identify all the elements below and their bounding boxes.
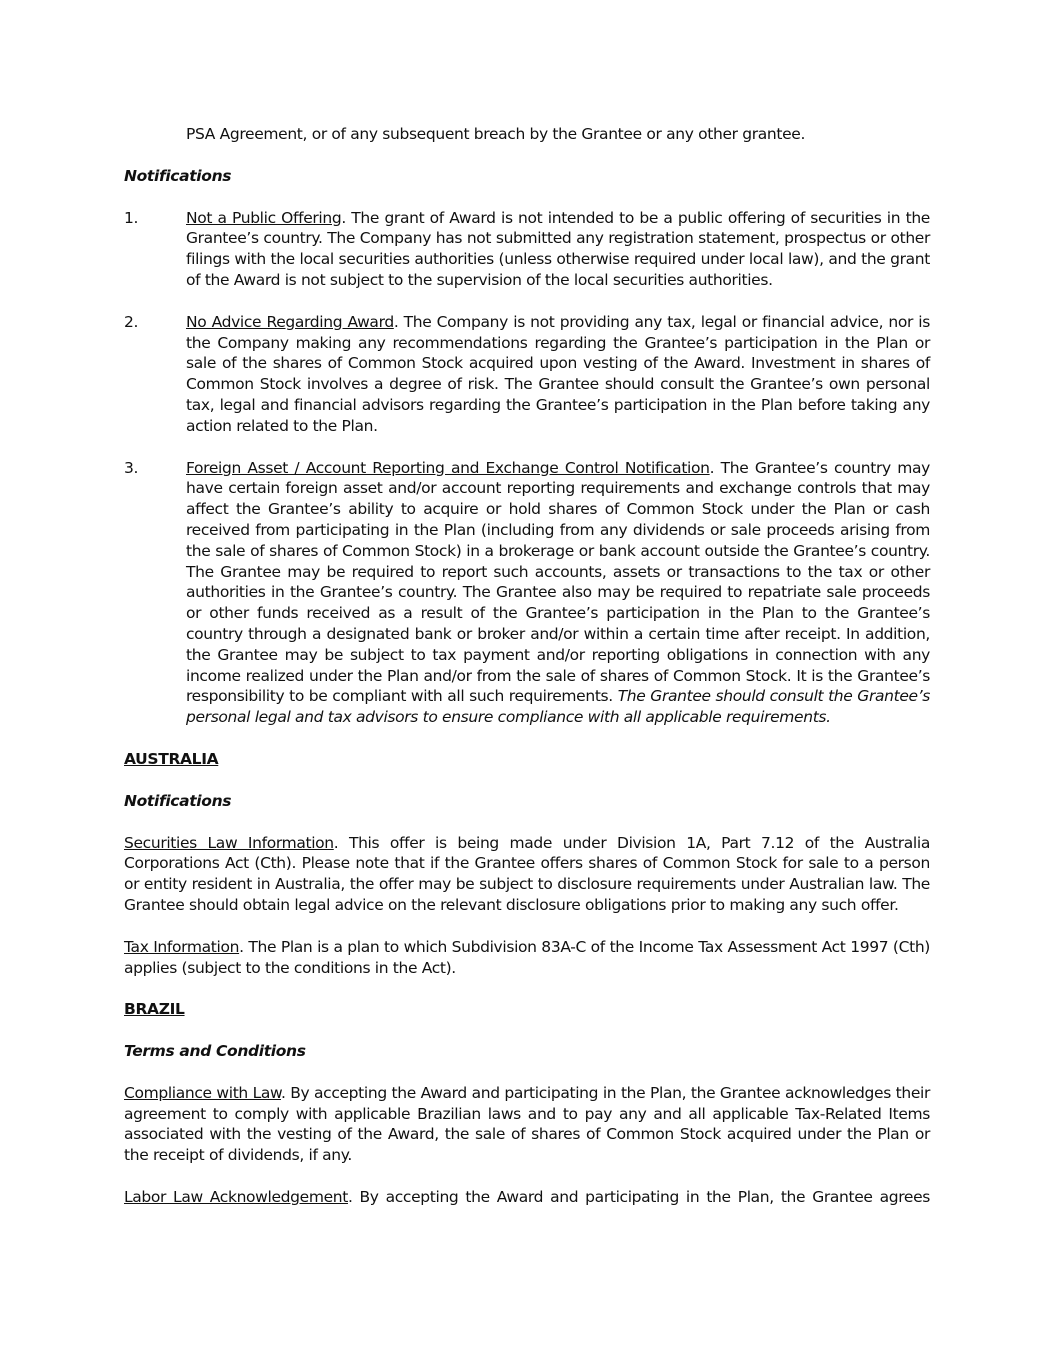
item-italic-text: The Grantee should consult the Grantee’s personal legal and tax advisors to ensure compliance with all applicable requirements. — [186, 687, 930, 727]
notification-item-1 — [124, 208, 930, 291]
brazil-labor-paragraph — [124, 1187, 930, 1208]
securities-title: Securities Law Information — [124, 833, 334, 852]
item-number: 2. — [124, 312, 139, 331]
item-text: . The grant of Award is not intended to be a public offering of securities in the Grantee’s country. The Company has not submitted any registration statement, prospectus or other filings with the local securities authorities (unless otherwise required under local law), and the grant of the Award is not subject to the supervision of the local securities authorities. — [186, 208, 930, 289]
australia-tax-paragraph — [124, 937, 930, 979]
continuation-paragraph: PSA Agreement, or of any subsequent breach by the Grantee or any other grantee. — [186, 125, 806, 143]
item-text: . The Grantee’s country may have certain foreign asset and/or account reporting requirements and exchange controls that may affect the Grantee’s ability to acquire or hold shares of Common Stock under the Plan or cash received from participating in the Plan (including from any dividends or sale proceeds arising from the sale of shares of Common Stock) in a brokerage or bank account outside the Grantee’s country. The Grantee may be required to report such accounts, assets or transactions to the tax or other authorities in the Grantee’s country. The Grantee also may be required to repatriate sale proceeds or other funds received as a result of the Grantee’s participation in the Plan to the Grantee’s country through a designated bank or broker and/or within a certain time after receipt. In addition, the Grantee may be subject to tax payment and/or reporting obligations in connection with any income realized under the Plan and/or from the sale of shares of Common Stock. It is the Grantee’s responsibility to be compliant with all such requirements. — [186, 458, 930, 706]
notifications-heading: Notifications — [124, 166, 232, 185]
notification-item-3 — [124, 458, 930, 728]
item-body — [186, 458, 930, 728]
brazil-terms-heading: Terms and Conditions — [124, 1042, 306, 1061]
compliance-text: . By accepting the Award and participating in the Plan, the Grantee acknowledges their agreement to comply with applicable Brazilian laws and to pay any and all applicable Tax-Related Items associated with the vesting of the Award, the sale of shares of Common Stock acquired under the Plan or the receipt of dividends, if any. — [124, 1083, 930, 1165]
labor-title: Labor Law Acknowledgement — [124, 1188, 348, 1207]
item-title: No Advice Regarding Award — [186, 312, 394, 331]
australia-securities-paragraph — [124, 833, 930, 916]
compliance-title: Compliance with Law — [124, 1083, 281, 1102]
country-heading-brazil: BRAZIL — [124, 1000, 185, 1019]
item-title: Not a Public Offering — [186, 208, 342, 227]
item-body — [186, 208, 930, 291]
brazil-compliance-paragraph — [124, 1083, 930, 1166]
item-number: 1. — [124, 208, 139, 227]
item-text: . The Company is not providing any tax, legal or financial advice, nor is the Company making any recommendations regarding the Grantee’s participation in the Plan or sale of the shares of Common Stock acquired upon vesting of the Award. Investment in shares of Common Stock involves a degree of risk. The Grantee should consult the Grantee’s own personal tax, legal and financial advisors regarding the Grantee’s participation in the Plan before taking any action related to the Plan. — [186, 312, 930, 435]
tax-text: . The Plan is a plan to which Subdivision 83A-C of the Income Tax Assessment Act 1997 (Cth) applies (subject to the conditions in the Act). — [124, 937, 930, 977]
labor-text: . By accepting the Award and participating in the Plan, the Grantee agrees — [347, 1188, 930, 1207]
tax-title: Tax Information — [124, 937, 240, 956]
item-title: Foreign Asset / Account Reporting and Exchange Control Notification — [186, 458, 710, 477]
australia-notifications-heading: Notifications — [124, 791, 232, 810]
item-number: 3. — [124, 458, 139, 477]
document-page — [124, 124, 930, 1208]
notification-item-2 — [124, 312, 930, 437]
item-body — [186, 312, 930, 437]
country-heading-australia: AUSTRALIA — [124, 749, 219, 768]
securities-text: . This offer is being made under Division 1A, Part 7.12 of the Australia Corporations Act (Cth). Please note that if the Grantee offers shares of Common Stock for sale to a person or entity resident in Australia, the offer may be subject to disclosure requirements under Australian law. The Grantee should obtain legal advice on the relevant disclosure obligations prior to making any such offer. — [124, 833, 930, 914]
